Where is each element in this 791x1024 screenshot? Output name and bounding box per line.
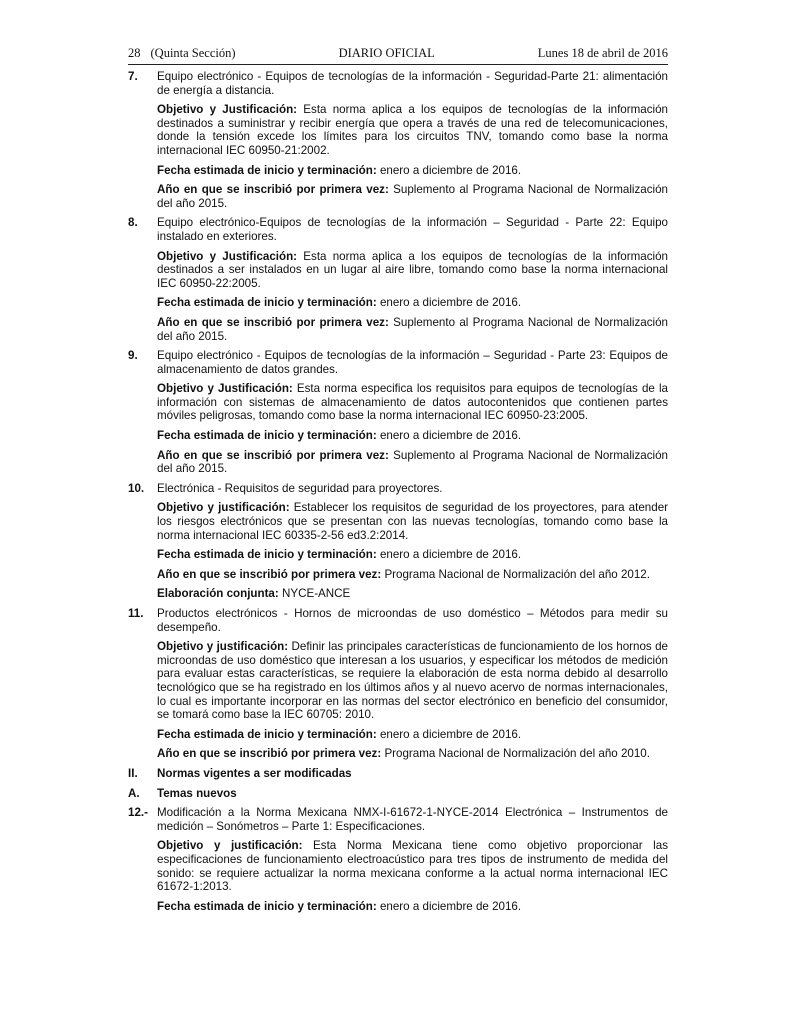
year-label: Año en que se inscribió por primera vez: [157,315,389,329]
year-label: Año en que se inscribió por primera vez: [157,448,389,462]
objective-text: Esta Norma Mexicana tiene como objetivo proporcionar las especificaciones de funcionamiento electroacústico para tres tipos de instrumento de medida del sonido: se requiere actualizar la norma mexicana conforme a la actual norma internacional IEC 61672-1:2013. [157,839,668,894]
item-title: Equipo electrónico - Equipos de tecnologías de la información – Seguridad - Parte 23: Equipos de almacenamiento de datos grandes. [157,349,668,376]
dates-text: enero a diciembre de 2016. [379,429,522,443]
document-body [128,70,668,919]
objective-text: Definir las principales características de funcionamiento de los hornos de microondas de uso doméstico que interesan a los usuarios, y especificar los métodos de medición para evaluar estas características, se requiere la elaboración de esta norma debido al desarrollo tecnológico que se ha registrado en los últimos años y al nuevo acervo de normas internacionales, lo cual es importante incorporar en las normas del sector electrónico en beneficio del consumidor, se tomará como base la IEC 60705: 2010. [157,640,669,722]
year-paragraph [157,183,668,210]
objective-text: Esta norma aplica a los equipos de tecnologías de la información destinados a suministrar y recibir energía que opera a través de una red de telecomunicaciones, donde la tensión excede los límites para los circuitos TNV, tomando como base la norma internacional IEC 60950-21:2002. [157,103,668,157]
dates-paragraph [157,296,668,310]
publication-date: Lunes 18 de abril de 2016 [537,46,668,60]
list-item [128,70,668,97]
dates-paragraph [157,429,668,443]
year-label: Año en que se inscribió por primera vez: [157,183,389,197]
objective-label: Objetivo y justificación: [157,501,290,515]
dates-text: enero a diciembre de 2016. [379,296,522,310]
objective-paragraph [157,382,668,423]
year-label: Año en que se inscribió por primera vez: [157,747,382,761]
objective-label: Objetivo y Justificación: [157,249,298,263]
subsection-title: Temas nuevos [157,786,237,800]
objective-text: Establecer los requisitos de seguridad de los proyectores, para atender los riesgos electrónicos que se presentan con las nuevas tecnologías, tomando como base la norma internacional IEC 60335-2-56 ed3.2:2014. [157,501,668,542]
publication-name: DIARIO OFICIAL [338,46,435,60]
dates-text: enero a diciembre de 2016. [379,163,522,177]
item-number: 9. [128,349,138,363]
section-title: Normas vigentes a ser modificadas [157,766,352,780]
subsection-heading [128,787,668,801]
year-paragraph [157,747,668,761]
objective-paragraph [157,640,668,722]
item-number: 12.- [128,806,148,820]
section-number: II. [128,766,138,780]
year-text: Suplemento al Programa Nacional de Normalización del año 2015. [157,315,668,343]
list-item [128,482,668,496]
year-text: Suplemento al Programa Nacional de Normalización del año 2015. [157,448,668,476]
subsection-number: A. [128,786,140,800]
list-item [128,349,668,376]
item-title: Modificación a la Norma Mexicana NMX-I-61672-1-NYCE-2014 Electrónica – Instrumentos de medición – Sonómetros – Parte 1: Especificaciones. [157,806,668,833]
section-heading [128,767,668,781]
section-label: (Quinta Sección) [150,46,236,60]
objective-paragraph [157,250,668,291]
year-paragraph [157,316,668,343]
year-label: Año en que se inscribió por primera vez: [157,567,382,581]
objective-text: Esta norma especifica los requisitos para equipos de tecnologías de la información con sistemas de almacenamiento de datos autocontenidos que contienen partes móviles peligrosas, tomando como base la norma internacional IEC 60950-23:2005. [157,382,668,423]
item-number: 8. [128,216,138,230]
item-number: 11. [128,607,144,620]
year-text: Programa Nacional de Normalización del año 2012. [384,567,650,581]
item-title: Electrónica - Requisitos de seguridad para proyectores. [157,481,443,495]
list-item [128,216,668,243]
objective-paragraph [157,501,668,542]
item-number: 7. [128,70,138,83]
dates-text: enero a diciembre de 2016. [379,548,522,562]
dates-paragraph [157,164,668,178]
dates-paragraph [157,548,668,562]
dates-paragraph [157,728,668,742]
dates-text: enero a diciembre de 2016. [379,899,522,913]
objective-label: Objetivo y justificación: [157,839,303,853]
joint-text: NYCE-ANCE [281,587,351,601]
objective-label: Objetivo y justificación: [157,640,289,654]
dates-paragraph [157,900,668,914]
item-title: Productos electrónicos - Hornos de microondas de uso doméstico – Métodos para medir su desempeño. [157,607,668,634]
year-paragraph [157,568,668,582]
joint-paragraph [157,587,668,601]
joint-label: Elaboración conjunta: [157,587,279,601]
year-text: Programa Nacional de Normalización del año 2010. [384,747,650,761]
list-item [128,607,668,634]
item-number: 10. [128,481,145,495]
dates-label: Fecha estimada de inicio y terminación: [157,548,377,562]
objective-label: Objetivo y Justificación: [157,382,293,396]
dates-label: Fecha estimada de inicio y terminación: [157,296,377,310]
dates-label: Fecha estimada de inicio y terminación: [157,727,377,741]
page-number: 28 [128,46,141,60]
objective-paragraph [157,103,668,157]
year-text: Suplemento al Programa Nacional de Normalización del año 2015. [157,183,668,210]
page-header [128,43,668,65]
objective-paragraph [157,839,668,893]
year-paragraph [157,449,668,476]
dates-label: Fecha estimada de inicio y terminación: [157,163,377,177]
dates-label: Fecha estimada de inicio y terminación: [157,429,377,443]
objective-label: Objetivo y Justificación: [157,103,298,117]
dates-label: Fecha estimada de inicio y terminación: [157,899,377,913]
dates-text: enero a diciembre de 2016. [379,727,522,741]
item-title: Equipo electrónico - Equipos de tecnologías de la información - Seguridad-Parte 21: alimentación de energía a distancia. [157,70,668,97]
item-title: Equipo electrónico-Equipos de tecnologías de la información – Seguridad - Parte 22: Equipo instalado en exteriores. [157,216,668,243]
list-item [128,806,668,833]
objective-text: Esta norma aplica a los equipos de tecnologías de la información destinados a ser instalados en un lugar al aire libre, tomando como base la norma internacional IEC 60950-22:2005. [157,249,668,290]
